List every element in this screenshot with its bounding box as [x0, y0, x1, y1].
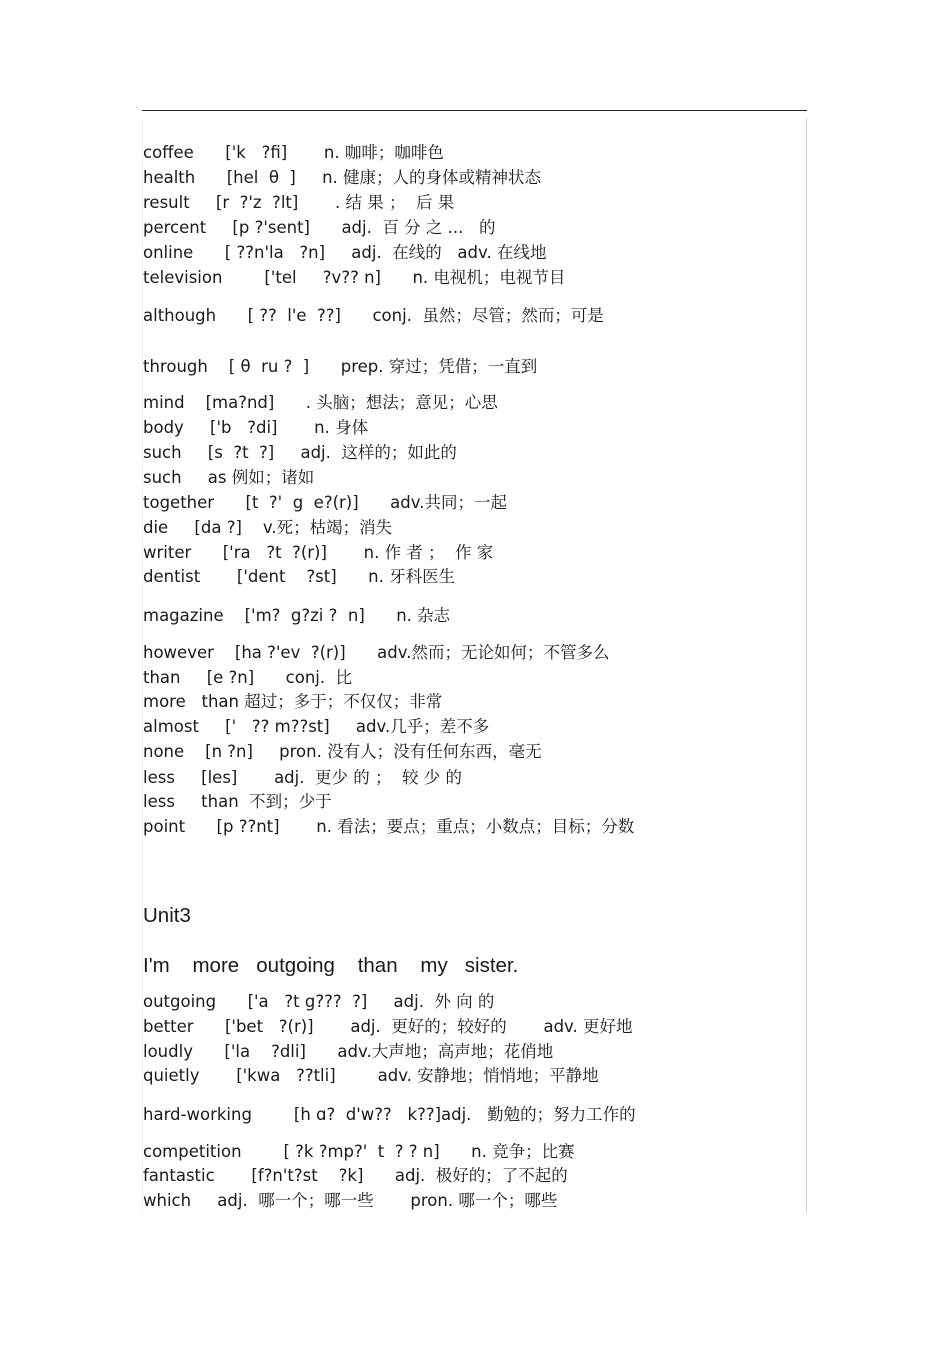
vocab-entry: health [hel θ ] n. 健康；人的身体或精神状态	[143, 168, 542, 187]
vocab-entry: almost [' ?? m??st] adv.几乎；差不多	[143, 717, 490, 736]
unit-title: I'm more outgoing than my sister.	[143, 954, 519, 977]
vocab-entry: more than 超过；多于；不仅仅；非常	[143, 692, 443, 711]
vocab-entry: magazine ['m? g?zi ? n] n. 杂志	[143, 606, 451, 625]
vocab-entry: however [ha ?'ev ?(r)] adv.然而；无论如何；不管多么	[143, 643, 610, 662]
vocab-entry: point [p ??nt] n. 看法；要点；重点；小数点；目标；分数	[143, 817, 635, 836]
right-margin-rule	[806, 118, 807, 1212]
vocab-entry: quietly ['kwa ??tli] adv. 安静地；悄悄地；平静地	[143, 1066, 599, 1085]
vocab-entry: less than 不到；少于	[143, 792, 332, 811]
vocab-entry: better ['bet ?(r)] adj. 更好的；较好的 adv. 更好地	[143, 1017, 633, 1036]
vocab-entry: television ['tel ?v?? n] n. 电视机；电视节目	[143, 268, 566, 287]
vocab-entry: coffee ['k ?fi] n. 咖啡；咖啡色	[143, 143, 444, 162]
vocab-entry: competition [ ?k ?mp?' t ? ? n] n. 竞争；比赛	[143, 1142, 575, 1161]
vocab-entry: writer ['ra ?t ?(r)] n. 作 者 ； 作 家	[143, 543, 494, 562]
vocab-entry: outgoing ['a ?t g??? ?] adj. 外 向 的	[143, 992, 495, 1011]
vocab-entry: percent [p ?'sent] adj. 百 分 之 ... 的	[143, 218, 496, 237]
top-rule	[142, 110, 807, 111]
vocab-entry: online [ ??n'la ?n] adj. 在线的 adv. 在线地	[143, 243, 547, 262]
vocab-entry: less [les] adj. 更少 的 ； 较 少 的	[143, 768, 462, 787]
vocab-entry: than [e ?n] conj. 比	[143, 668, 353, 687]
vocab-entry: which adj. 哪一个；哪一些 pron. 哪一个；哪些	[143, 1191, 558, 1210]
vocab-entry: none [n ?n] pron. 没有人；没有任何东西，毫无	[143, 742, 542, 761]
vocab-entry: through [ θ ru ? ] prep. 穿过；凭借；一直到	[143, 357, 538, 376]
vocab-entry: fantastic [f?n't?st ?k] adj. 极好的；了不起的	[143, 1166, 568, 1185]
vocab-entry: mind [ma?nd] . 头脑；想法；意见；心思	[143, 393, 498, 412]
vocab-entry: although [ ?? l'e ??] conj. 虽然；尽管；然而；可是	[143, 306, 604, 325]
vocab-entry: loudly ['la ?dli] adv.大声地；高声地；花俏地	[143, 1042, 554, 1061]
vocab-entry: die [da ?] v.死；枯竭；消失	[143, 518, 393, 537]
vocab-entry: dentist ['dent ?st] n. 牙科医生	[143, 567, 456, 586]
unit-heading: Unit3	[143, 904, 191, 927]
vocab-entry: result [r ?'z ?lt] . 结 果 ； 后 果	[143, 193, 455, 212]
vocab-entry: such [s ?t ?] adj. 这样的；如此的	[143, 443, 457, 462]
vocab-entry: body ['b ?di] n. 身体	[143, 418, 369, 437]
vocab-entry: together [t ?' g e?(r)] adv.共同；一起	[143, 493, 507, 512]
vocab-entry: such as 例如；诸如	[143, 468, 315, 487]
vocab-entry: hard-working [h ɑ? d'w?? k??]adj. 勤勉的；努力工作的	[143, 1105, 636, 1124]
